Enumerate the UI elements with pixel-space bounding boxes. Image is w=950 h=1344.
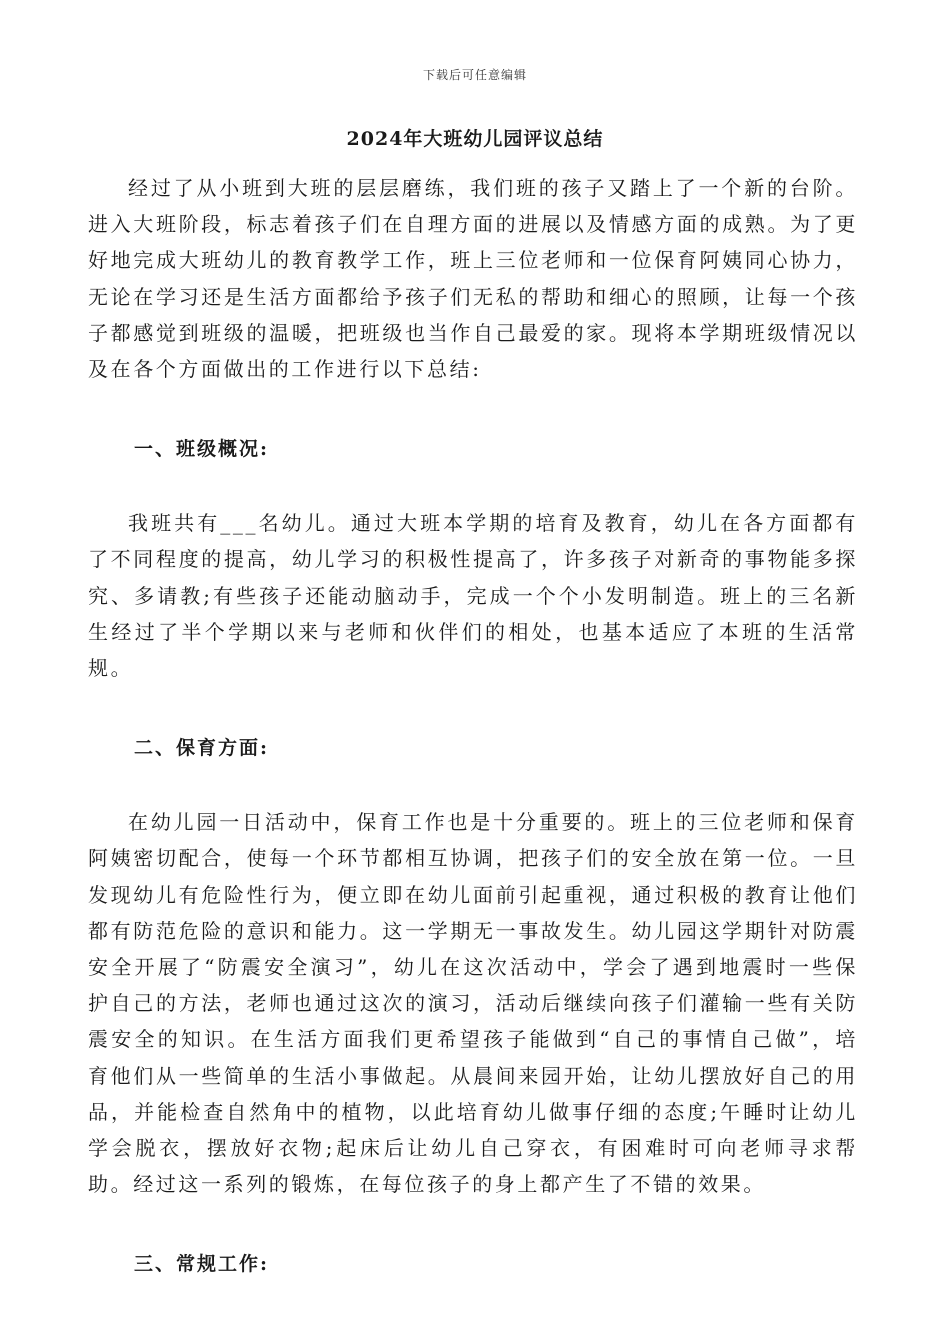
- intro-paragraph: 经过了从小班到大班的层层磨练，我们班的孩子又踏上了一个新的台阶。进入大班阶段，标志着孩子们在自理方面的进展以及情感方面的成熟。为了更好地完成大班幼儿的教育教学工作，班上三位老师和一位保育阿姨同心协力，无论在学习还是生活方面都给予孩子们无私的帮助和细心的照顾，让每一个孩子都感觉到班级的温暖，把班级也当作自己最爱的家。现将本学期班级情况以及在各个方面做出的工作进行以下总结:: [88, 176, 858, 382]
- document-title: 2024年大班幼儿园评议总结: [346, 128, 604, 150]
- section-heading-childcare: 二、保育方面:: [134, 737, 270, 760]
- section-paragraph-childcare: 在幼儿园一日活动中，保育工作也是十分重要的。班上的三位老师和保育阿姨密切配合，使每一个环节都相互协调，把孩子们的安全放在第一位。一旦发现幼儿有危险性行为，便立即在幼儿面前引起重视，通过积极的教育让他们都有防范危险的意识和能力。这一学期无一事故发生。幼儿园这学期针对防震安全开展了“防震安全演习”，幼儿在这次活动中，学会了遇到地震时一些保护自己的方法，老师也通过这次的演习，活动后继续向孩子们灌输一些有关防震安全的知识。在生活方面我们更希望孩子能做到“自己的事情自己做”，培育他们从一些简单的生活小事做起。从晨间来园开始，让幼儿摆放好自己的用品，并能检查自然角中的植物，以此培育幼儿做事仔细的态度;午睡时让幼儿学会脱衣，摆放好衣物;起床后让幼儿自己穿衣，有困难时可向老师寻求帮助。经过这一系列的锻炼，在每位孩子的身上都产生了不错的效果。: [88, 810, 858, 1197]
- document-body: [88, 170, 858, 1282]
- header-note: 下载后可任意编辑: [422, 68, 527, 82]
- section-heading-class-overview: 一、班级概况:: [134, 438, 270, 461]
- section-heading-routine-work: 三、常规工作:: [134, 1253, 270, 1276]
- section-paragraph-class-overview: 我班共有___名幼儿。通过大班本学期的培育及教育，幼儿在各方面都有了不同程度的提高，幼儿学习的积极性提高了，许多孩子对新奇的事物能多探究、多请教;有些孩子还能动脑动手，完成一个个小发明制造。班上的三名新生经过了半个学期以来与老师和伙伴们的相处，也基本适应了本班的生活常规。: [88, 511, 858, 681]
